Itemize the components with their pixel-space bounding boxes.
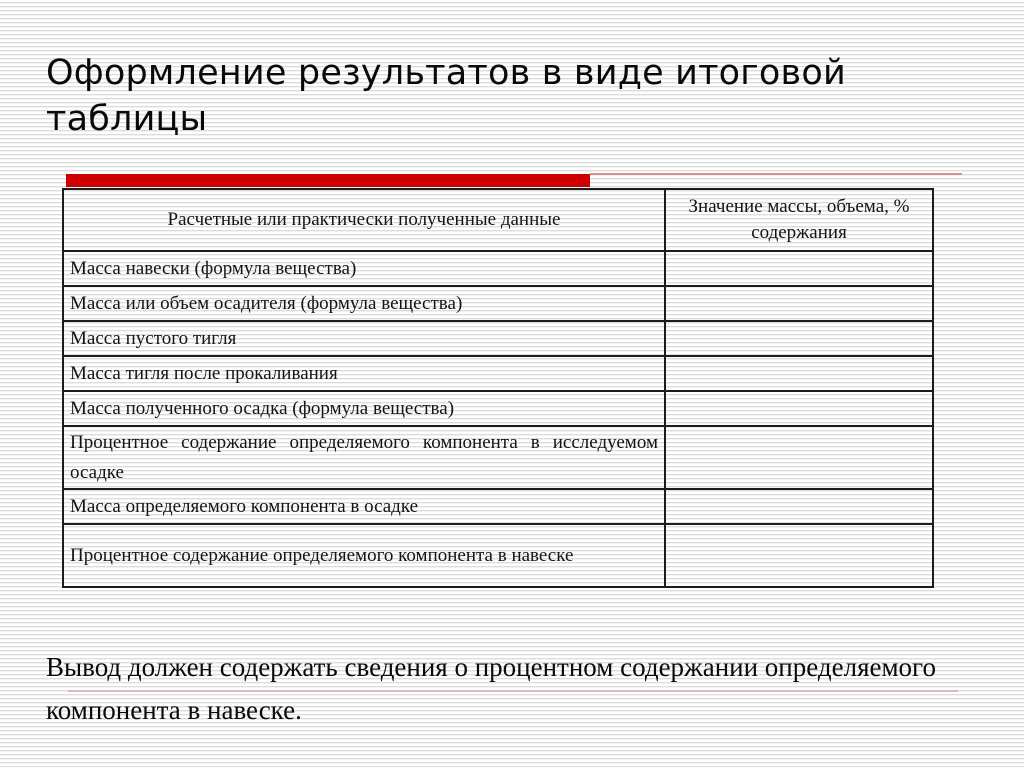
row-value[interactable] — [665, 426, 933, 489]
accent-line — [590, 173, 962, 175]
header-value-column: Значение массы, объема, % содержания — [665, 189, 933, 251]
row-value[interactable] — [665, 356, 933, 391]
row-label: Масса тигля после прокаливания — [63, 356, 665, 391]
row-value[interactable] — [665, 489, 933, 524]
row-value[interactable] — [665, 524, 933, 587]
row-label: Масса навески (формула вещества) — [63, 251, 665, 286]
table-row — [63, 426, 933, 489]
conclusion-text: Вывод должен содержать сведения о процентном содержании определяемого компонента в навеске. — [46, 652, 936, 725]
header-data-column: Расчетные или практически полученные данные — [63, 189, 665, 251]
row-value[interactable] — [665, 251, 933, 286]
table-row — [63, 524, 933, 587]
table-row — [63, 321, 933, 356]
row-label: Масса определяемого компонента в осадке — [63, 489, 665, 524]
accent-bar — [66, 174, 590, 187]
table-row — [63, 391, 933, 426]
slide-title: Оформление результатов в виде итоговой таблицы — [46, 53, 846, 139]
row-label: Процентное содержание определяемого компонента в навеске — [63, 524, 665, 587]
table-row — [63, 286, 933, 321]
table-header-row — [63, 189, 933, 251]
row-label: Масса пустого тигля — [63, 321, 665, 356]
table-row — [63, 489, 933, 524]
table-row — [63, 251, 933, 286]
table-row — [63, 356, 933, 391]
results-table — [62, 188, 934, 588]
row-label: Масса полученного осадка (формула вещества) — [63, 391, 665, 426]
row-value[interactable] — [665, 321, 933, 356]
row-value[interactable] — [665, 286, 933, 321]
row-label: Процентное содержание определяемого компонента в исследуемом осадке — [63, 426, 665, 489]
row-label: Масса или объем осадителя (формула вещества) — [63, 286, 665, 321]
row-value[interactable] — [665, 391, 933, 426]
